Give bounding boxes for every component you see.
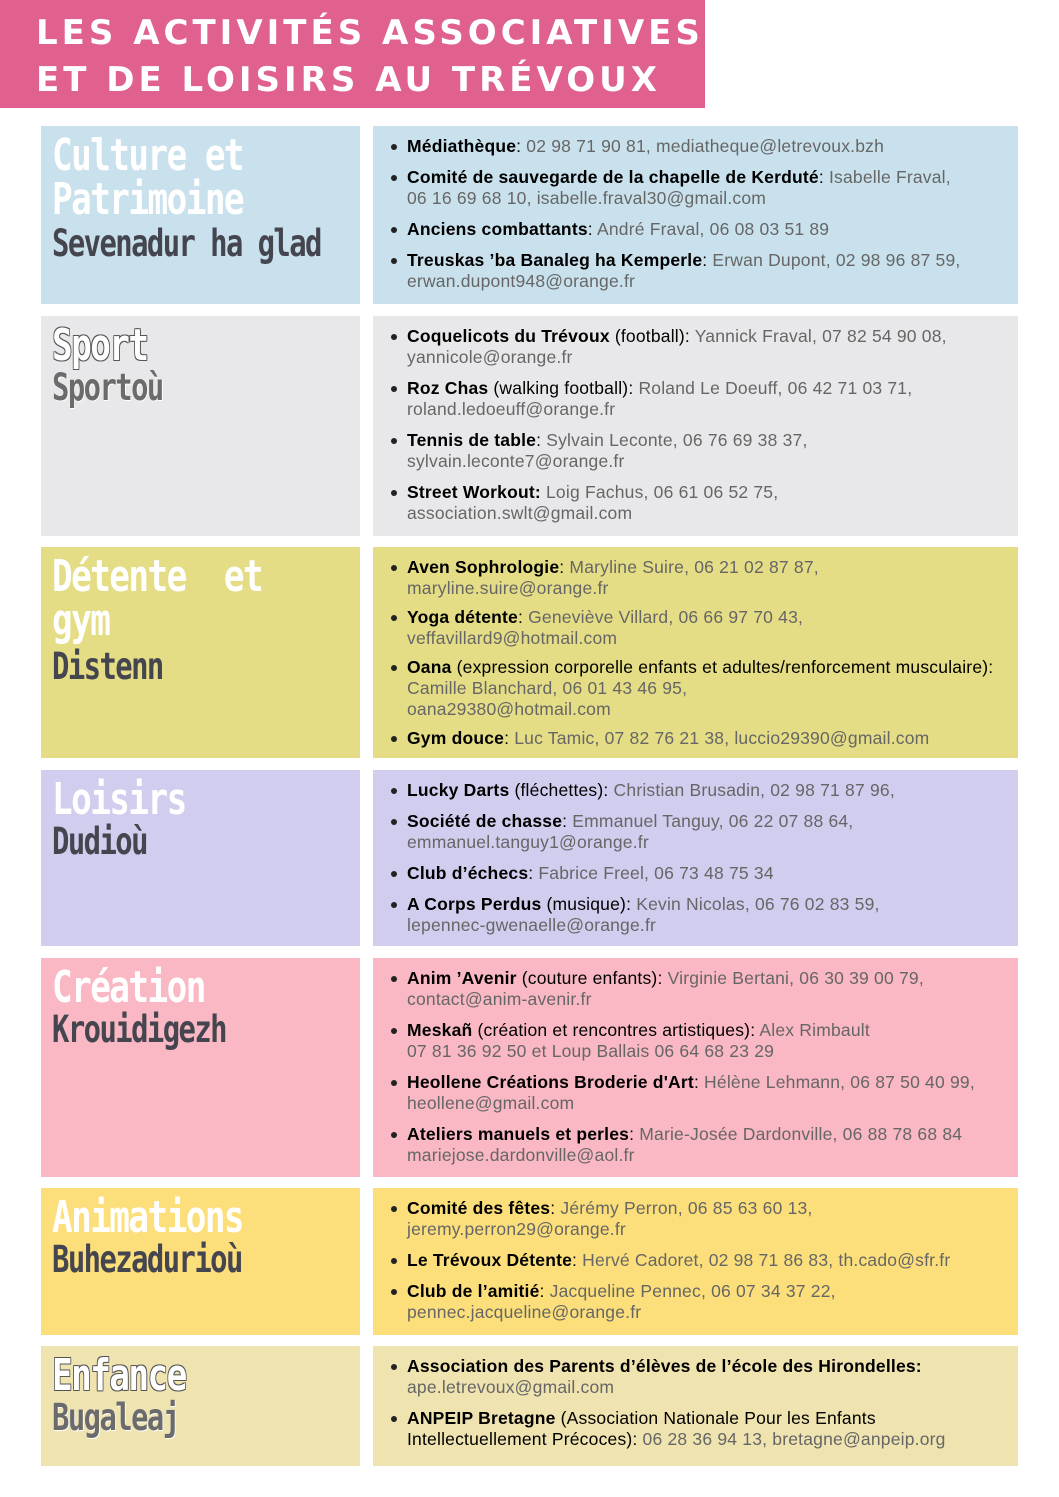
association-name-suffix: (Association Nationale Pour les Enfants Intellectuellement Précoces): [407, 1408, 876, 1449]
association-contact: roland.ledoeuff@orange.fr [407, 399, 616, 419]
association-name-suffix: : [550, 1198, 556, 1218]
association-contact: erwan.dupont948@orange.fr [407, 271, 636, 291]
section-culture-list [373, 126, 1018, 304]
association-name: Aven Sophrologie [407, 557, 560, 577]
association-contact: Erwan Dupont, 02 98 96 87 59, [707, 250, 961, 270]
association-name-suffix: : [629, 1124, 635, 1144]
association-item [387, 1250, 1004, 1271]
association-contact: Virginie Bertani, 06 30 39 00 79, [662, 968, 924, 988]
association-name-suffix: (fléchettes): [509, 780, 609, 800]
section-enfance [41, 1346, 1018, 1466]
association-name-suffix: : [528, 863, 534, 883]
association-name: Yoga détente [407, 607, 518, 627]
association-name-suffix: : [536, 430, 542, 450]
association-item [387, 378, 1004, 420]
association-contact: 02 98 71 90 81, mediatheque@letrevoux.bzh [521, 136, 885, 156]
association-contact: heollene@gmail.com [407, 1093, 575, 1113]
association-contact: Hélène Lehmann, 06 87 50 40 99, [699, 1072, 975, 1092]
association-item [387, 894, 1004, 936]
association-name: Tennis de table [407, 430, 537, 450]
association-contact: pennec.jacqueline@orange.fr [407, 1302, 642, 1322]
association-name: Ateliers manuels et perles [407, 1124, 630, 1144]
section-culture-heading [41, 126, 360, 304]
association-contact: Kevin Nicolas, 06 76 02 83 59, [631, 894, 880, 914]
association-name: Club d’échecs [407, 863, 529, 883]
association-contact: association.swlt@gmail.com [407, 503, 633, 523]
association-name: Treuskas ’ba Banaleg ha Kemperle [407, 250, 703, 270]
association-contact: yannicole@orange.fr [407, 347, 573, 367]
association-item [387, 557, 1004, 599]
association-contact: ape.letrevoux@gmail.com [407, 1377, 615, 1397]
section-title-line: Patrimoine [52, 174, 244, 225]
association-contact: Yannick Fraval, 07 82 54 90 08, [689, 326, 947, 346]
association-contact: sylvain.leconte7@orange.fr [407, 451, 625, 471]
association-name-suffix: (musique): [541, 894, 632, 914]
association-item [387, 250, 1004, 292]
association-name-suffix: : [517, 607, 524, 627]
section-subtitle: Dudioù [52, 820, 147, 863]
association-item [387, 482, 1004, 524]
association-name-suffix: (création et rencontres artistiques): [472, 1020, 756, 1040]
section-subtitle: Krouidigezh [52, 1008, 226, 1051]
association-item [387, 1281, 1004, 1323]
association-contact: 06 16 69 68 10, isabelle.fraval30@gmail.com [407, 188, 767, 208]
association-item [387, 1408, 1004, 1450]
association-name-suffix: : [559, 557, 565, 577]
section-title-line: Détente et [52, 551, 263, 602]
association-name-suffix: : [504, 728, 510, 748]
association-contact: Loig Fachus, 06 61 06 52 75, [540, 482, 779, 502]
section-subtitle: Bugaleaj [52, 1396, 179, 1439]
association-item [387, 728, 1004, 749]
section-animations [41, 1188, 1018, 1335]
page-title-line-2: ET DE LOISIRS AU TRÉVOUX [36, 60, 661, 100]
association-name: Street Workout: [407, 482, 541, 502]
association-contact: Christian Brusadin, 02 98 71 87 96, [608, 780, 895, 800]
association-contact: 07 81 36 92 50 et Loup Ballais 06 64 68 23 29 [407, 1041, 775, 1061]
section-title-line: gym [52, 595, 110, 646]
association-name: Comité des fêtes [407, 1198, 551, 1218]
section-title-line: Sport [52, 320, 148, 371]
association-name: Société de chasse [407, 811, 563, 831]
association-name-suffix: (couture enfants): [516, 968, 663, 988]
association-name-suffix: : [572, 1250, 578, 1270]
association-list [387, 968, 1004, 1166]
association-name: Coquelicots du Trévoux [407, 326, 610, 346]
association-list [387, 780, 1004, 936]
association-item [387, 607, 1004, 649]
association-name-suffix: : [693, 1072, 699, 1092]
association-item [387, 219, 1004, 240]
association-name: Roz Chas [407, 378, 489, 398]
section-creation [41, 958, 1018, 1177]
association-contact: Alex Rimbault [755, 1020, 870, 1040]
association-name-suffix: (football): [609, 326, 690, 346]
association-item [387, 1356, 1004, 1398]
association-name-suffix: : [587, 219, 593, 239]
association-item [387, 167, 1004, 209]
association-contact: Luc Tamic, 07 82 76 21 38, luccio29390@gmail.com [509, 728, 930, 748]
association-contact: Fabrice Freel, 06 73 48 75 34 [533, 863, 774, 883]
association-contact: Sylvain Leconte, 06 76 69 38 37, [541, 430, 808, 450]
association-item [387, 968, 1004, 1010]
section-title-line: Culture et [52, 130, 244, 181]
association-item [387, 1198, 1004, 1240]
association-item [387, 811, 1004, 853]
section-subtitle: Sportoù [52, 366, 163, 409]
association-contact: Geneviève Villard, 06 66 97 70 43, [523, 607, 804, 627]
association-name-suffix: : [516, 136, 522, 156]
association-contact: lepennec-gwenaelle@orange.fr [407, 915, 657, 935]
section-sport [41, 316, 1018, 536]
association-name-suffix: (walking football): [488, 378, 634, 398]
association-contact: Camille Blanchard, 06 01 43 46 95, [407, 678, 688, 698]
association-name: Gym douce [407, 728, 505, 748]
association-name: Comité de sauvegarde de la chapelle de Kerduté [407, 167, 819, 187]
association-item [387, 136, 1004, 157]
association-contact: Marie-Josée Dardonville, 06 88 78 68 84 [634, 1124, 963, 1144]
section-detente-heading [41, 547, 360, 758]
association-name-suffix: : [702, 250, 708, 270]
association-contact: veffavillard9@hotmail.com [407, 628, 618, 648]
association-contact: maryline.suire@orange.fr [407, 578, 609, 598]
section-title-line: Création [52, 962, 205, 1013]
association-contact: 06 28 36 94 13, bretagne@anpeip.org [637, 1429, 946, 1449]
association-name: A Corps Perdus [407, 894, 542, 914]
association-name: Heollene Créations Broderie d'Art [407, 1072, 694, 1092]
section-enfance-list [373, 1346, 1018, 1466]
association-name: Meskañ [407, 1020, 473, 1040]
section-animations-list [373, 1188, 1018, 1335]
header-banner [0, 0, 705, 108]
association-contact: Jacqueline Pennec, 06 07 34 37 22, [544, 1281, 836, 1301]
section-enfance-heading [41, 1346, 360, 1466]
section-sport-list [373, 316, 1018, 536]
association-name: Association des Parents d’élèves de l’école des Hirondelles: [407, 1356, 922, 1376]
section-loisirs-list [373, 770, 1018, 946]
association-item [387, 1072, 1004, 1114]
association-contact: Maryline Suire, 06 21 02 87 87, [564, 557, 819, 577]
association-name: Anciens combattants [407, 219, 588, 239]
association-list [387, 1356, 1004, 1450]
association-item [387, 430, 1004, 472]
association-item [387, 326, 1004, 368]
section-loisirs [41, 770, 1018, 946]
association-contact: Roland Le Doeuff, 06 42 71 03 71, [633, 378, 913, 398]
association-name-suffix: : [818, 167, 824, 187]
association-contact: Jérémy Perron, 06 85 63 60 13, [555, 1198, 813, 1218]
section-detente [41, 547, 1018, 758]
association-name: Club de l’amitié [407, 1281, 540, 1301]
association-contact: oana29380@hotmail.com [407, 699, 611, 719]
association-contact: André Fraval, 06 08 03 51 89 [592, 219, 830, 239]
association-name-suffix: : [539, 1281, 545, 1301]
section-loisirs-heading [41, 770, 360, 946]
section-subtitle: Sevenadur ha glad [52, 222, 321, 265]
association-name-suffix: (expression corporelle enfants et adultes/renforcement musculaire): [451, 657, 994, 677]
section-title-line: Enfance [52, 1350, 186, 1401]
association-list [387, 136, 1004, 292]
association-name-suffix: : [562, 811, 568, 831]
section-sport-heading [41, 316, 360, 536]
section-culture [41, 126, 1018, 304]
association-item [387, 657, 1004, 720]
association-name: Lucky Darts [407, 780, 510, 800]
section-detente-list [373, 547, 1018, 758]
association-contact: emmanuel.tanguy1@orange.fr [407, 832, 649, 852]
association-list [387, 1198, 1004, 1323]
section-title-line: Animations [52, 1192, 244, 1243]
association-name: Anim ’Avenir [407, 968, 517, 988]
page-title-line-1: LES ACTIVITÉS ASSOCIATIVES [36, 13, 704, 53]
section-creation-list [373, 958, 1018, 1177]
association-contact: Hervé Cadoret, 02 98 71 86 83, th.cado@sfr.fr [577, 1250, 951, 1270]
section-subtitle: Buhezadurioù [52, 1238, 242, 1281]
section-title-line: Loisirs [52, 774, 186, 825]
association-contact: contact@anim-avenir.fr [407, 989, 592, 1009]
association-list [387, 557, 1004, 749]
section-animations-heading [41, 1188, 360, 1335]
association-name: ANPEIP Bretagne [407, 1408, 556, 1428]
association-item [387, 863, 1004, 884]
association-contact: mariejose.dardonville@aol.fr [407, 1145, 635, 1165]
association-contact: Emmanuel Tanguy, 06 22 07 88 64, [567, 811, 854, 831]
association-item [387, 1020, 1004, 1062]
association-name: Le Trévoux Détente [407, 1250, 573, 1270]
association-list [387, 326, 1004, 524]
association-contact: jeremy.perron29@orange.fr [407, 1219, 626, 1239]
association-contact: Isabelle Fraval, [823, 167, 951, 187]
association-item [387, 1124, 1004, 1166]
section-subtitle: Distenn [52, 645, 163, 688]
association-name: Médiathèque [407, 136, 517, 156]
section-creation-heading [41, 958, 360, 1177]
association-item [387, 780, 1004, 801]
association-name: Oana [407, 657, 452, 677]
